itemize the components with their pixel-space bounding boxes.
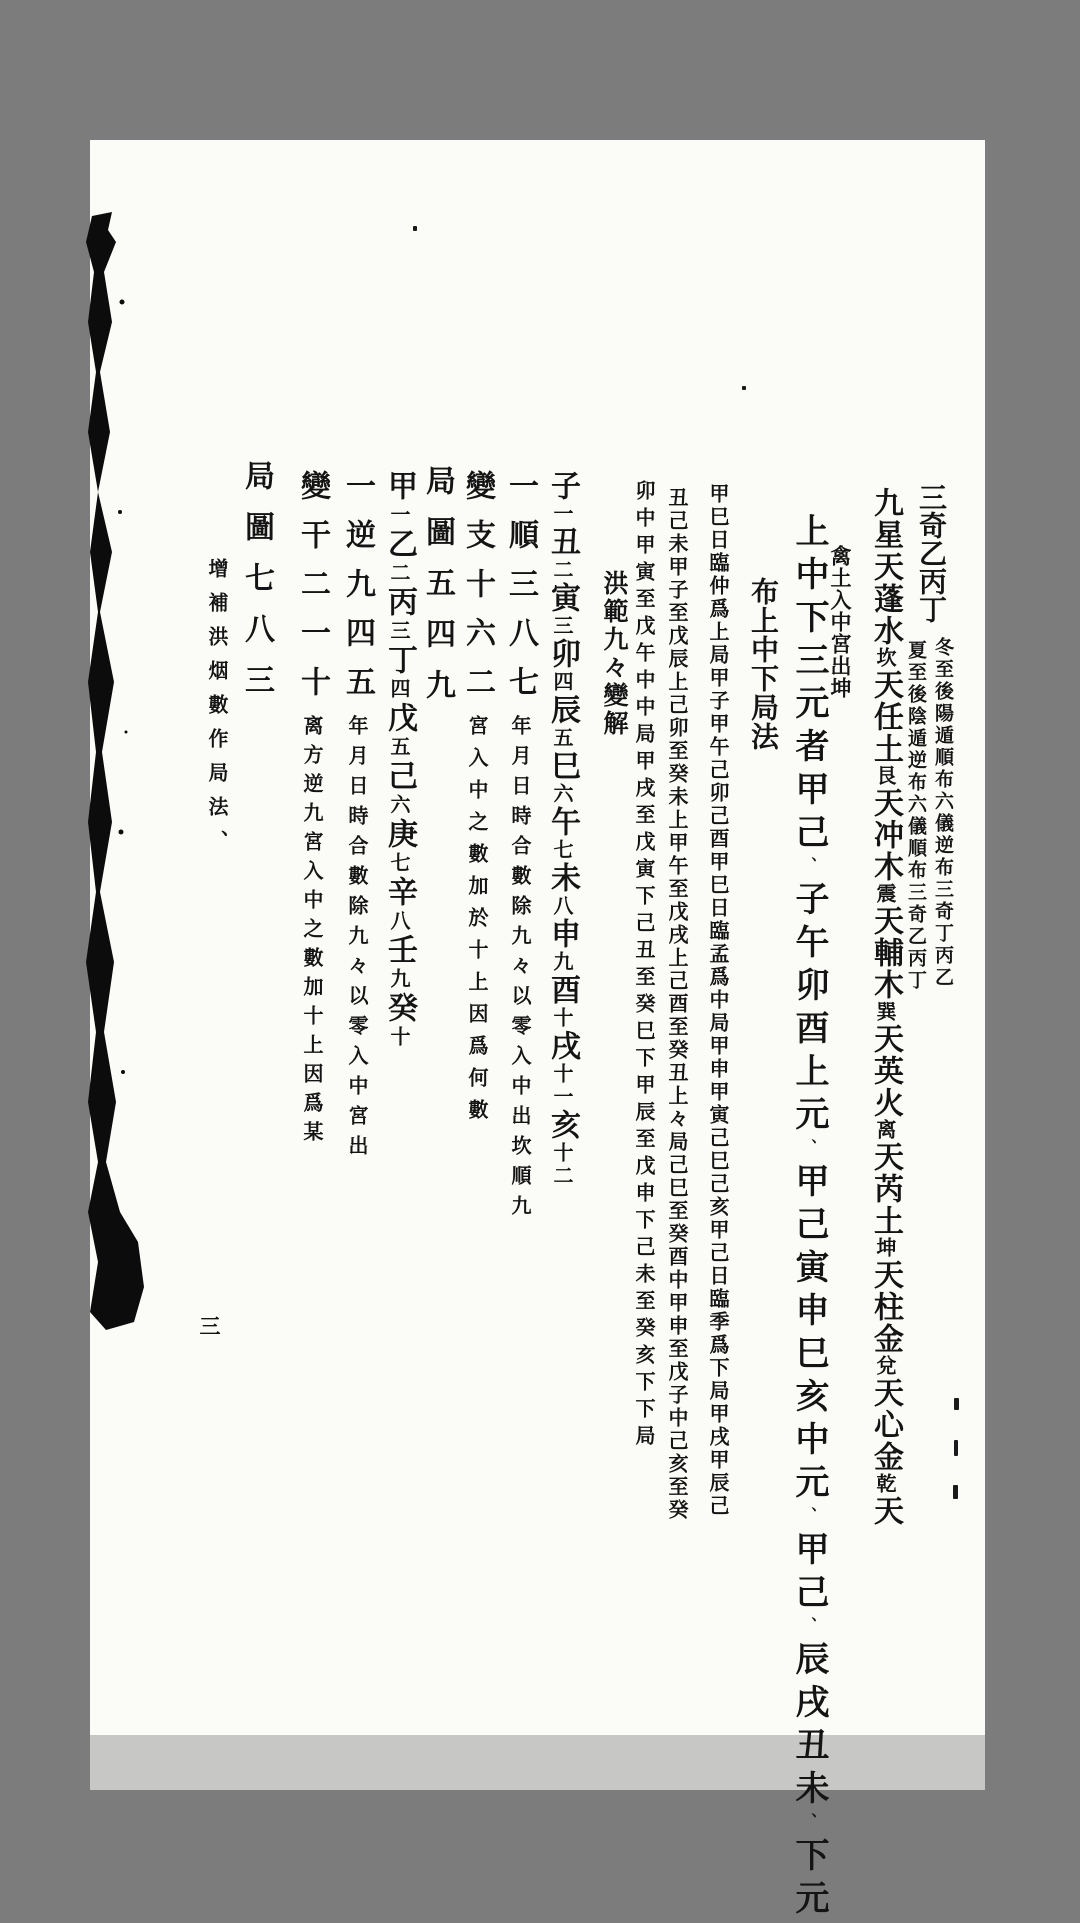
col-hongfan-header-text: 洪範九々變解 — [600, 570, 629, 738]
col-stem-numbers-text: 六 — [387, 794, 411, 818]
col-nine-stars-text: 坤 — [873, 1237, 897, 1259]
col-qin-note-text: 禽土入中宮出坤 — [828, 545, 853, 699]
col-nine-stars-text: 兌 — [873, 1355, 897, 1377]
col-branch-numbers-text: 二 — [550, 559, 574, 582]
col-title-sanqi — [915, 483, 948, 623]
col-stem-numbers-text: 丙 — [382, 586, 417, 620]
col-stem-numbers-text: 己 — [382, 760, 417, 794]
col-branch-numbers-text: 卯 — [545, 638, 580, 671]
col-three-yuan-text: 、 — [800, 1813, 818, 1837]
col-annot-a — [708, 483, 728, 1518]
col-branch-numbers-text: 三 — [550, 615, 574, 638]
col-three-yuan-text: 、 — [800, 1617, 818, 1641]
col-bu-ju-fa-text: 布上中下局法 — [747, 577, 780, 751]
col-nine-stars-text: 天心金 — [868, 1377, 903, 1473]
col-branch-numbers-text: 午 — [545, 806, 580, 839]
col-ju-tu-zhi-text: 局圖五四九 — [420, 465, 455, 720]
col-annot-b — [667, 487, 687, 1522]
col-page-number-text: 三 — [197, 1315, 222, 1336]
col-stem-numbers-text: 甲 — [382, 470, 417, 504]
col-nine-stars-text: 天輔木 — [868, 905, 903, 1001]
col-three-yuan-text: 子午卯酉上元 — [789, 881, 829, 1139]
col-stem-numbers-text: 一 — [387, 504, 411, 528]
col-note-winter-solstice — [933, 637, 952, 989]
col-note-summer-solstice — [906, 640, 925, 992]
col-three-yuan-text: 下元 — [789, 1837, 829, 1923]
col-three-yuan-text: 、 — [800, 1139, 818, 1163]
col-stem-numbers-text: 庚 — [382, 818, 417, 852]
col-yi-shun — [503, 470, 538, 1225]
col-branch-numbers-text: 十一 — [550, 1063, 574, 1109]
col-three-yuan-text: 、 — [800, 1507, 818, 1531]
col-branch-numbers-text: 一 — [550, 503, 574, 526]
col-margin-title — [207, 558, 227, 864]
col-branch-numbers-text: 十二 — [550, 1142, 574, 1188]
col-branch-numbers-text: 申 — [545, 918, 580, 951]
col-branch-numbers-text: 五 — [550, 727, 574, 750]
col-annot-c — [634, 480, 654, 1452]
col-hongfan-header — [602, 570, 627, 738]
col-annot-b-text: 丑己未甲子至戊辰上己卯至癸未上甲午至戊戌上己酉至癸丑上々局己巳至癸酉中甲申至戊子中己亥至癸 — [665, 487, 689, 1522]
col-nine-stars-text: 天英火 — [868, 1023, 903, 1119]
ink-speck — [954, 1398, 959, 1410]
col-note-winter-solstice-text: 冬至後陽遁順布六儀逆布三奇丁丙乙 — [932, 637, 954, 989]
col-branch-numbers-text: 九 — [550, 951, 574, 974]
col-nine-stars-text: 天冲木 — [868, 787, 903, 883]
col-stem-numbers — [382, 470, 417, 1050]
col-stem-numbers-text: 癸 — [382, 992, 417, 1026]
col-yi-ni-text: 年月日時合數除九々以零入中宮出 — [345, 715, 369, 1165]
col-yi-shun-text: 年月日時合數除九々以零入中出坎順九 — [508, 715, 532, 1225]
col-bian-zhi-text: 變支十六二 — [460, 470, 495, 715]
col-branch-numbers-text: 子 — [545, 470, 580, 503]
ink-speck — [954, 1440, 958, 1456]
col-nine-stars-text: 天柱金 — [868, 1259, 903, 1355]
col-ju-tu-zhi — [420, 465, 455, 720]
col-stem-numbers-text: 乙 — [382, 528, 417, 562]
ink-speck — [413, 226, 417, 231]
col-yi-ni — [340, 470, 375, 1165]
col-page-number — [199, 1315, 220, 1336]
col-stem-numbers-text: 辛 — [382, 876, 417, 910]
col-branch-numbers-text: 四 — [550, 671, 574, 694]
col-branch-numbers-text: 丑 — [545, 526, 580, 559]
col-three-yuan-text: 上中下三元者甲己 — [789, 513, 829, 857]
col-three-yuan-text: 甲己寅申巳亥中元 — [789, 1163, 829, 1507]
col-stem-numbers-text: 九 — [387, 968, 411, 992]
col-qin-note — [830, 545, 851, 699]
col-branch-numbers-text: 七 — [550, 839, 574, 862]
col-branch-numbers-text: 未 — [545, 862, 580, 895]
col-stem-numbers-text: 八 — [387, 910, 411, 934]
col-branch-numbers-text: 亥 — [545, 1109, 580, 1142]
col-stem-numbers-text: 三 — [387, 620, 411, 644]
col-branch-numbers-text: 寅 — [545, 582, 580, 615]
col-note-summer-solstice-text: 夏至後陰遁逆布六儀順布三奇乙丙丁 — [905, 640, 927, 992]
col-three-yuan-text: 甲己 — [789, 1531, 829, 1617]
col-stem-numbers-text: 二 — [387, 562, 411, 586]
col-yi-ni-text: 一逆九四五 — [340, 470, 375, 715]
col-bian-gan-text: 离方逆九宮入中之數加十上因爲某 — [300, 715, 324, 1150]
ink-speck — [953, 1485, 958, 1499]
col-title-sanqi-text: 三奇乙丙丁 — [915, 483, 948, 623]
col-branch-numbers-text: 巳 — [545, 750, 580, 783]
col-branch-numbers-text: 八 — [550, 895, 574, 918]
col-bian-zhi-text: 宮入中之數加於十上因爲何數 — [465, 715, 489, 1131]
col-stem-numbers-text: 丁 — [382, 644, 417, 678]
col-nine-stars-text: 天任土 — [868, 669, 903, 765]
col-nine-stars-text: 乾 — [873, 1473, 897, 1495]
col-stem-numbers-text: 戊 — [382, 702, 417, 736]
col-stem-numbers-text: 五 — [387, 736, 411, 760]
book-page — [90, 140, 985, 1923]
col-bian-gan — [295, 470, 330, 1150]
col-three-yuan-text: 辰戌丑未 — [789, 1641, 829, 1813]
col-bian-zhi — [460, 470, 495, 1131]
col-branch-numbers-text: 十 — [550, 1007, 574, 1030]
col-stem-numbers-text: 壬 — [382, 934, 417, 968]
col-branch-numbers-text: 戌 — [545, 1030, 580, 1063]
binding-ink-strip — [86, 212, 156, 1342]
col-bu-ju-fa — [747, 577, 780, 751]
col-nine-stars-text: 天 — [868, 1495, 903, 1527]
col-annot-c-text: 卯中甲寅至戊午中中局甲戌至戊寅下己丑至癸巳下甲辰至戊申下己未至癸亥下下局 — [632, 480, 656, 1452]
col-yi-shun-text: 一順三八七 — [503, 470, 538, 715]
col-three-yuan — [789, 513, 829, 1923]
col-nine-stars-text: 离 — [873, 1119, 897, 1141]
col-nine-stars-text: 震 — [873, 883, 897, 905]
col-nine-stars — [868, 487, 903, 1527]
page-bottom-shadow — [90, 1735, 985, 1790]
ink-speck — [742, 386, 746, 390]
col-branch-numbers — [545, 470, 580, 1188]
col-ju-tu-gan-text: 局圖七八三 — [239, 460, 274, 715]
col-annot-a-text: 甲巳日臨仲爲上局甲子甲午己卯己酉甲巳日臨孟爲中局甲申甲寅己巳己亥甲己日臨季爲下局甲戌甲辰己 — [706, 483, 730, 1518]
col-stem-numbers-text: 四 — [387, 678, 411, 702]
col-stem-numbers-text: 十 — [387, 1026, 411, 1050]
col-nine-stars-text: 巽 — [873, 1001, 897, 1023]
col-margin-title-text: 增補洪烟數作局法、 — [205, 558, 229, 864]
col-branch-numbers-text: 酉 — [545, 974, 580, 1007]
col-stem-numbers-text: 七 — [387, 852, 411, 876]
col-nine-stars-text: 九星天蓬水 — [868, 487, 903, 647]
col-branch-numbers-text: 辰 — [545, 694, 580, 727]
col-ju-tu-gan — [239, 460, 274, 715]
col-bian-gan-text: 變干二一十 — [295, 470, 330, 715]
col-nine-stars-text: 坎 — [873, 647, 897, 669]
col-nine-stars-text: 天芮土 — [868, 1141, 903, 1237]
col-nine-stars-text: 艮 — [873, 765, 897, 787]
col-branch-numbers-text: 六 — [550, 783, 574, 806]
col-three-yuan-text: 、 — [800, 857, 818, 881]
